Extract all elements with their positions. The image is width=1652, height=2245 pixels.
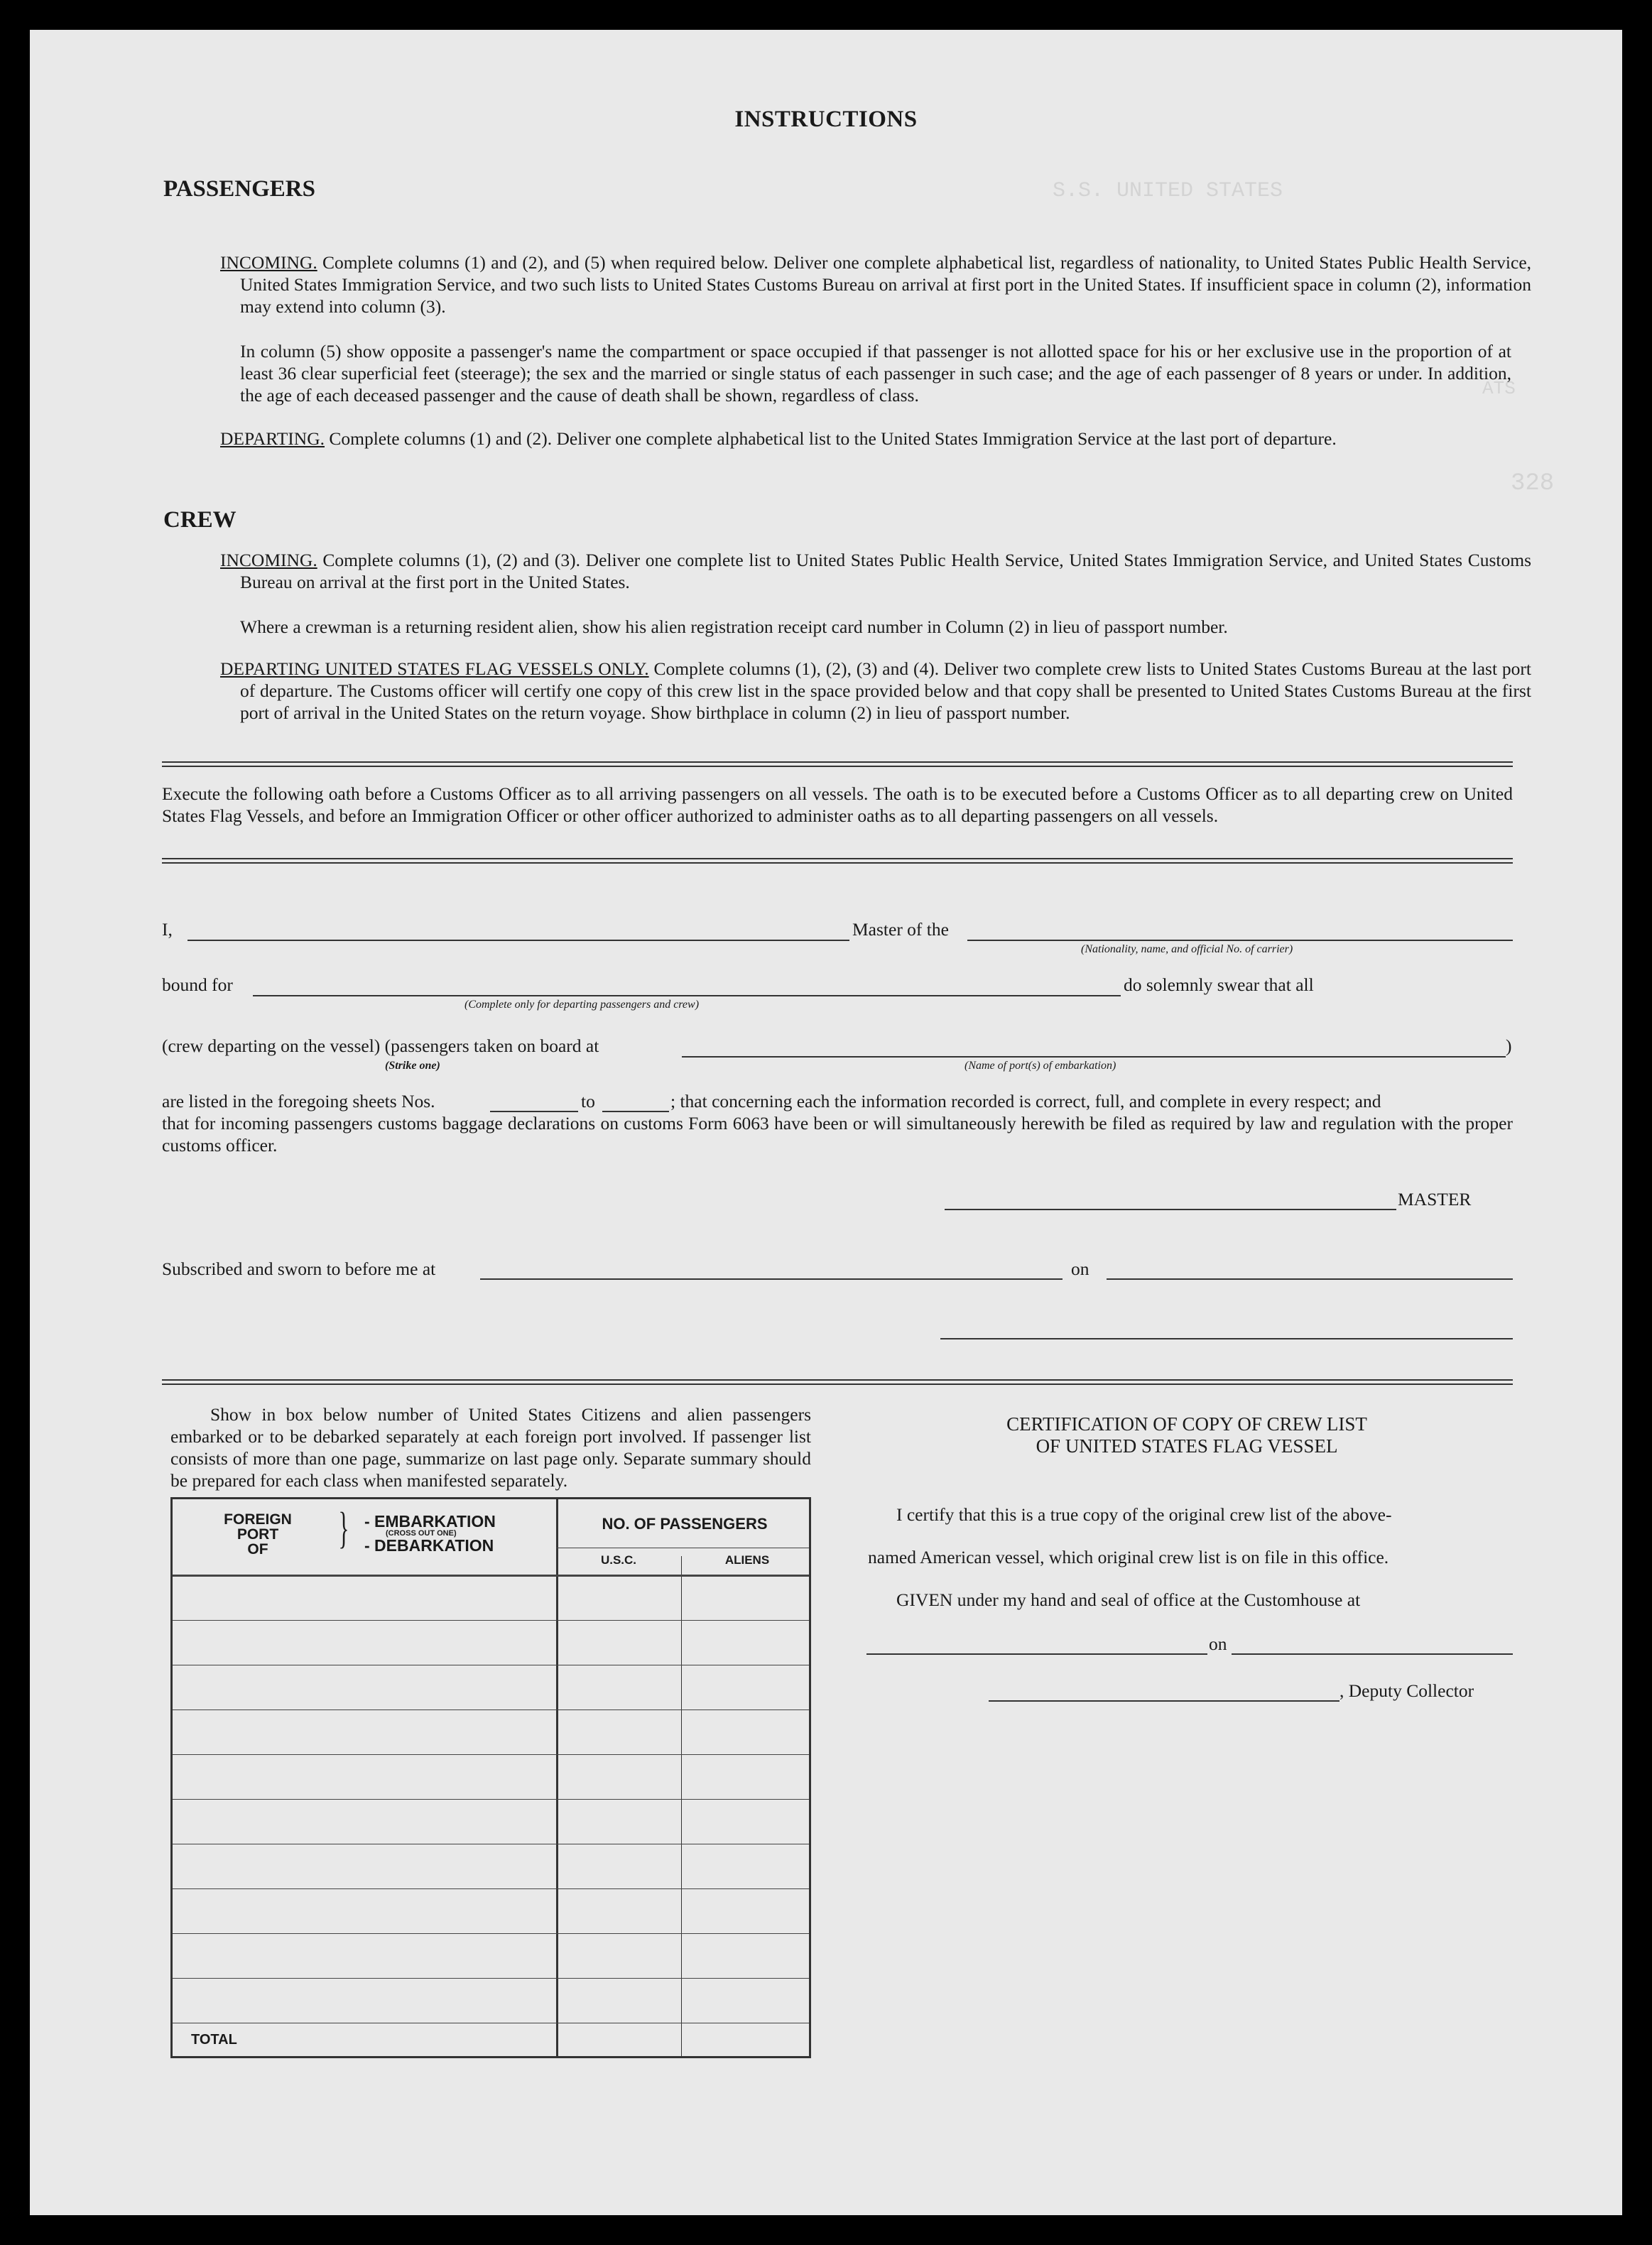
passengers-incoming-text: Complete columns (1) and (2), and (5) when required below. Deliver one complete alphabetical list, regardless of nationality, to United States Public Health Service, United States Immigration Service, and two such lists to United States Customs Bureau on arrival at first port in the United States. If insufficient space in column (2), information may extend into column (3). — [240, 252, 1532, 317]
passengers-incoming-label: INCOMING. — [220, 252, 317, 273]
nationality-caption: (Nationality, name, and official No. of carrier) — [1081, 943, 1293, 955]
certify-on-label: on — [1209, 1634, 1227, 1654]
certify-line-2: named American vessel, which original crew list is on file in this office. — [868, 1547, 1389, 1567]
bound-for-field[interactable] — [253, 995, 1121, 996]
foreign-port-header — [215, 1512, 300, 1557]
page-title: INSTRUCTIONS — [734, 107, 918, 132]
crew-resident-paragraph: Where a crewman is a returning resident alien, show his alien registration receipt card number in Column (2) in lieu of passport number. — [240, 616, 1228, 637]
table-row — [173, 1754, 809, 1755]
section-divider — [162, 1379, 1513, 1385]
crew-incoming-text: Complete columns (1), (2) and (3). Deliver one complete list to United States Public Health Service, United States Immigration Service, and United States Customs Bureau on arrival at the first port in the United States. — [240, 550, 1532, 592]
port-label: PORT — [237, 1526, 279, 1543]
certify-line-1: I certify that this is a true copy of the original crew list of the above- — [896, 1504, 1392, 1525]
sworn-on-label: on — [1071, 1259, 1089, 1279]
document-page — [30, 30, 1622, 2215]
do-solemnly-label: do solemnly swear that all — [1124, 974, 1314, 995]
bleed-through-text: S.S. UNITED STATES — [1053, 179, 1283, 203]
bleed-through-text: 328 — [1511, 470, 1555, 497]
column-divider — [556, 1499, 558, 2056]
usc-header: U.S.C. — [600, 1553, 637, 1567]
crew-departing-text: Complete columns (1), (2), (3) and (4). Deliver two complete crew lists to United States Customs Bureau at the last port of departure. The Customs officer will certify one copy of this crew list in the space provided below and that copy shall be presented to United States Customs Bureau at the first port of arrival in the United States on the return voyage. Show birthplace in column (2) in lieu of passport number. — [240, 658, 1531, 723]
passengers-departing-label: DEPARTING. — [220, 428, 325, 449]
of-label: OF — [247, 1541, 268, 1558]
passengers-departing-paragraph — [220, 428, 1531, 450]
crew-departing-label: DEPARTING UNITED STATES FLAG VESSELS ONLY. — [220, 658, 649, 679]
master-signature-field[interactable] — [945, 1209, 1396, 1210]
master-name-field[interactable] — [188, 940, 849, 941]
deputy-collector-label: , Deputy Collector — [1339, 1680, 1474, 1701]
strike-one-caption: (Strike one) — [385, 1060, 440, 1072]
customhouse-field[interactable] — [866, 1653, 1207, 1655]
table-row — [173, 1978, 809, 1979]
crew-incoming-label: INCOMING. — [220, 550, 317, 570]
embarkation-header — [364, 1513, 496, 1553]
listed-final-text: that for incoming passengers customs baggage declarations on customs Form 6063 have been or will simultaneously herewith be filed as required by law and regulation with the proper customs officer. — [162, 1113, 1513, 1156]
table-row — [173, 1620, 809, 1621]
oath-i-label: I, — [162, 919, 173, 940]
embarkation-ports-field[interactable] — [682, 1056, 1506, 1058]
certification-heading-line-1: CERTIFICATION OF COPY OF CREW LIST — [1006, 1413, 1367, 1435]
listed-continued-text: ; that concerning each the information recorded is correct, full, and complete in every respect; and — [670, 1091, 1381, 1111]
certification-heading — [861, 1413, 1513, 1457]
listed-to-text: to — [581, 1091, 595, 1111]
crew-departing-label: (crew departing on the vessel) (passengers taken on board at — [162, 1035, 599, 1056]
sworn-date-field[interactable] — [1107, 1278, 1513, 1280]
carrier-field[interactable] — [967, 940, 1513, 941]
subscribed-label: Subscribed and sworn to before me at — [162, 1259, 436, 1279]
passengers-heading: PASSENGERS — [163, 176, 315, 202]
total-label: TOTAL — [191, 2032, 237, 2048]
column5-paragraph: In column (5) show opposite a passenger's name the compartment or space occupied if that passenger is not allotted space for his or her exclusive use in the proportion of at least 36 clear superficial feet (steerage); the sex and the married or single status of each passenger in such case; and the age of each passenger of 8 years or under. In addition, the age of each deceased passenger and the cause of death shall be shown, regardless of class. — [240, 341, 1511, 406]
foreign-label: FOREIGN — [224, 1511, 292, 1528]
certify-date-field[interactable] — [1232, 1653, 1513, 1655]
complete-only-caption: (Complete only for departing passengers and crew) — [464, 999, 700, 1011]
cross-out-label: (CROSS OUT ONE) — [386, 1529, 457, 1538]
crew-heading: CREW — [163, 507, 237, 533]
bleed-through-text: ATS — [1482, 378, 1516, 399]
embarkation-label: - EMBARKATION — [364, 1512, 496, 1531]
crew-departing-paragraph — [220, 658, 1531, 724]
summary-instructions: Show in box below number of United States Citizens and alien passengers embarked or to be debarked separately at each foreign port involved. If passenger list consists of more than one page, summarize on last page only. Separate summary should be prepared for each class when manifested separately. — [170, 1404, 811, 1491]
table-row — [173, 1799, 809, 1800]
deputy-collector-signature-field[interactable] — [989, 1700, 1339, 1702]
master-of-the-label: Master of the — [852, 919, 949, 940]
debarkation-label: - DEBARKATION — [364, 1536, 494, 1555]
certify-line-3: GIVEN under my hand and seal of office at the Customhouse at — [896, 1589, 1361, 1610]
section-divider — [162, 761, 1513, 767]
bound-for-label: bound for — [162, 974, 233, 995]
passengers-incoming-paragraph — [220, 251, 1531, 317]
passenger-summary-table — [170, 1497, 811, 2058]
header-divider — [173, 1575, 809, 1577]
no-of-passengers-header: NO. OF PASSENGERS — [602, 1515, 768, 1533]
section-divider — [162, 858, 1513, 864]
column-divider — [681, 1556, 682, 2056]
table-row — [173, 1933, 809, 1934]
table-row — [173, 1709, 809, 1710]
officer-signature-field[interactable] — [940, 1338, 1513, 1339]
sworn-place-field[interactable] — [480, 1278, 1063, 1280]
passengers-departing-text: Complete columns (1) and (2). Deliver one complete alphabetical list to the United States Immigration Service at the last port of departure. — [329, 428, 1337, 449]
certification-heading-line-2: OF UNITED STATES FLAG VESSEL — [1036, 1435, 1338, 1457]
table-row — [173, 1888, 809, 1889]
aliens-header: ALIENS — [724, 1553, 770, 1567]
ports-caption: (Name of port(s) of embarkation) — [964, 1060, 1116, 1072]
master-label: MASTER — [1398, 1189, 1472, 1210]
crew-incoming-paragraph — [220, 549, 1531, 593]
brace-icon: } — [338, 1504, 349, 1553]
oath-intro-paragraph: Execute the following oath before a Customs Officer as to all arriving passengers on all vessels. The oath is to be executed before a Customs Officer as to all departing crew on United States Flag Vessels, and before an Immigration Officer or other officer authorized to administer oaths as to all departing passengers on all vessels. — [162, 783, 1513, 826]
listed-sheets-text: are listed in the foregoing sheets Nos. — [162, 1091, 435, 1111]
close-paren: ) — [1506, 1035, 1512, 1056]
